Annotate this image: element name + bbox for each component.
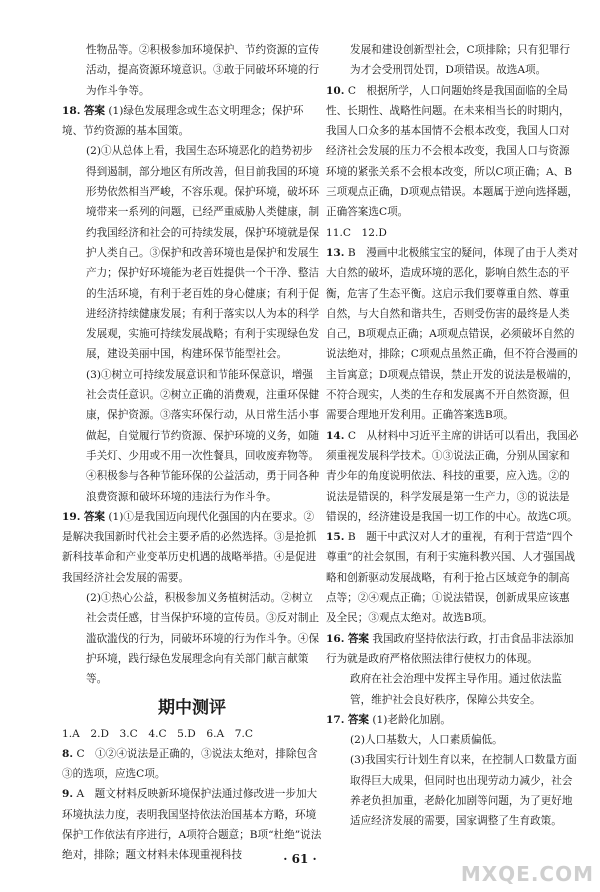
- question-number: 10.: [326, 84, 345, 97]
- answer-label: 答案: [347, 713, 369, 726]
- answer-text: C 从材料中习近平主席的讲话可以看出，我国必须重视发展科学技术。①③说法正确，分别从国家和青少年的角度说明依法、科技的重要，应入选。②的说法是错误的，科学发展是第一生产力，③的说法是错误的，经济建设是我国一切工作的中心。故选C项。: [326, 429, 579, 523]
- question-19: [62, 507, 322, 588]
- answer-label: 答案: [347, 632, 369, 645]
- question-15: [326, 527, 580, 628]
- question-16: [326, 629, 580, 670]
- question-number: 9.: [62, 788, 74, 801]
- question-number: 13.: [326, 246, 345, 259]
- question-number: 19.: [62, 510, 81, 523]
- answer-paragraph: (3)我国实行计划生育以来，在控制人口数量方面取得巨大成果，但同时也出现劳动力减少，社会养老负担加重，老龄化加剧等问题，为了更好地适应经济发展的需要，国家调整了生育政策。: [350, 754, 577, 828]
- question-number: 8.: [62, 747, 74, 760]
- question-number: 14.: [326, 429, 345, 442]
- right-column: [326, 40, 580, 832]
- section-title: 期中测评: [158, 697, 226, 718]
- question-13: [326, 243, 580, 426]
- answer-text: A 题文材料反映新环境保护法通过修改进一步加大环境执法力度，表明我国坚持依法治国基本方略，环境保护工作依法有序进行，A项符合题意；B项“杜绝”说法绝对，排除；题文材料未体现重视科技: [62, 788, 322, 862]
- answer-text: (1)①是我国迈向现代化强国的内在要求。②是解决我国新时代社会主要矛盾的必然选择。③是抢抓新科技革命和产业变革历史机遇的战略举措。④是促进我国经济社会发展的需要。: [62, 510, 317, 584]
- answer-text: C ①②④说法是正确的，③说法太绝对，排除包含③的选项，应选C项。: [62, 747, 318, 781]
- answers-11-12: 11.C 12.D: [326, 226, 387, 239]
- answer-paragraph: (2)①从总体上看，我国生态环境恶化的趋势初步得到遏制，部分地区有所改善，但目前我国的环境形势依然相当严峻，不容乐观。保护环境，破坏环境带来一系列的问题，已经严重威胁人类健康，制约我国经济和社会的可持续发展，保护环境就是保护人类自己。③保护和改善环境也是保护和发展生产力；保护好环境能为老百姓提供一个干净、整洁的生活环境，有利于老百姓的身心健康；有利于促进经济持续健康发展；有利于落实以人为本的科学发展观，实施可持续发展战略；有利于实现绿色发展，建设美丽中国，构建环保节能型社会。: [86, 145, 320, 361]
- answer-text: C 根据所学，人口问题始终是我国面临的全局性、长期性、战略性问题。在未来相当长的时期内，我国人口众多的基本国情不会根本改变，我国人口对经济社会发展的压力不会根本改变，我国人口与资源环境的紧张关系不会根本改变，所以C项正确；A、B三项观点正确，D项观点错误。本题属于逆向选择题，正确答案选C项。: [326, 84, 579, 219]
- multiple-choice-answers: 1.A 2.D 3.C 4.C 5.D 6.A 7.C: [62, 727, 253, 740]
- answer-label: 答案: [83, 104, 105, 117]
- watermark-logo: MXQE.COM: [460, 862, 594, 886]
- answer-paragraph: (3)①树立可持续发展意识和节能环保意识，增强社会责任意识。②树立正确的消费观，注重环保健康，保护资源。③落实环保行动，从日常生活小事做起，自觉履行节约资源、保护环境的义务，如随手关灯、少用或不用一次性餐具，回收废弃物等。④积极参与各种节能环保的公益活动，勇于同各种浪费资源和破坏环境的违法行为作斗争。: [86, 368, 320, 503]
- question-18: [62, 101, 322, 142]
- question-14: [326, 426, 580, 527]
- question-number: 18.: [62, 104, 81, 117]
- answer-paragraph: (2)①热心公益，积极参加义务植树活动。②树立社会责任感，甘当保护环境的宣传员。③反对制止滥砍滥伐的行为，同破坏环境的行为作斗争。④保护环境，践行绿色发展理念向有关部门献言献策等。: [86, 592, 320, 686]
- question-number: 17.: [326, 713, 345, 726]
- question-number: 16.: [326, 632, 345, 645]
- answer-paragraph: (2)人口基数大，人口素质偏低。: [350, 734, 503, 747]
- answer-paragraph: 政府在社会治理中发挥主导作用。通过依法监管，维护社会良好秩序，保障公共安全。: [350, 673, 562, 706]
- question-10: [326, 81, 580, 223]
- page-number: · 61 ·: [283, 852, 317, 866]
- answer-text: B 漫画中北极熊宝宝的疑问，体现了由于人类对大自然的破坏，造成环境的恶化，影响自然生态的平衡，危害了生态平衡。这启示我们要尊重自然、尊重自然，与大自然和谐共生，否则受伤害的最终是人类自己，B项观点正确；A项观点错误，必须破坏自然的说法绝对，排除；C项观点虽然正确，但不符合漫画的主旨寓意；D项观点错误，禁止开发的说法是极端的，不符合现实，人类的生存和发展离不开自然资源，但需要合理地开发利用。正确答案选B项。: [326, 246, 579, 422]
- answer-text: (1)绿色发展理念或生态文明理念；保护环境、节约资源的基本国策。: [62, 104, 304, 138]
- continued-answer-9: 发展和建设创新型社会，C项排除；只有犯罪行为才会受刑罚处罚，D项错误。故选A项。: [350, 44, 570, 77]
- question-number: 15.: [326, 531, 345, 544]
- question-8: [62, 744, 322, 785]
- answer-label: 答案: [83, 510, 105, 523]
- question-17: [326, 710, 580, 730]
- answer-text: B 题干中武汉对人才的重视，有利于营造“四个尊重”的社会氛围，有利于实施科教兴国、人才强国战略和创新驱动发展战略，有利于抢占区域竞争的制高点等；②④观点正确；①说法错误，创新成果应该惠及全民；③观点太绝对。故选B项。: [326, 531, 576, 625]
- answer-text: 我国政府坚持依法行政，打击食品非法添加行为就是政府严格依照法律行使权力的体现。: [326, 632, 574, 665]
- left-column: [62, 40, 322, 866]
- continued-answer-17: 性物品等。②积极参加环境保护、节约资源的宣传活动，提高资源环境意识。③敢于同破坏环境的行为作斗争等。: [86, 44, 320, 97]
- answer-text: (1)老龄化加剧。: [372, 713, 451, 726]
